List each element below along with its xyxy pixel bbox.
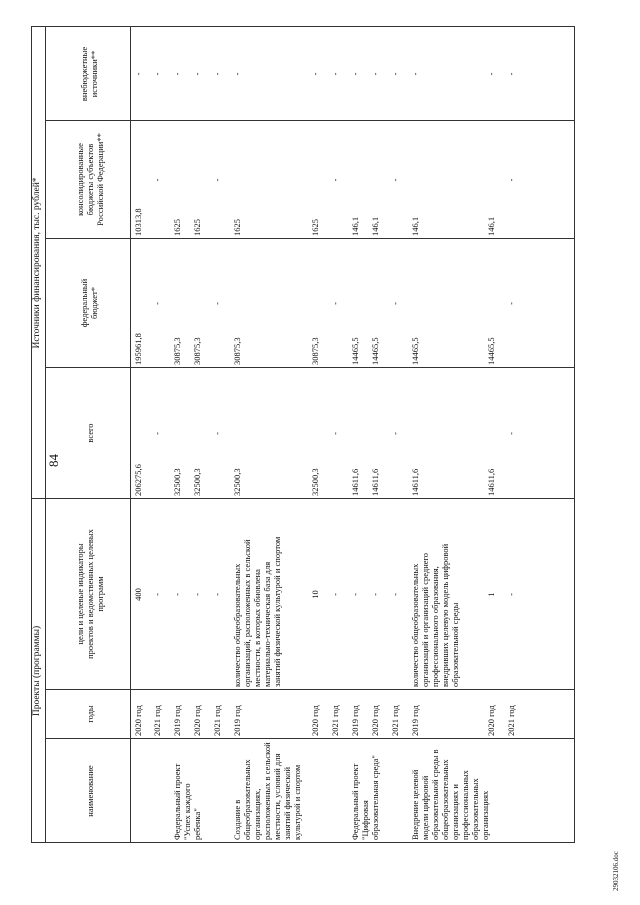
row-regional: 1625 — [310, 219, 320, 236]
row-extra: - — [212, 72, 222, 76]
row-goal: - — [172, 593, 182, 596]
row-extra: - — [192, 72, 202, 76]
row-year: 2020 год — [192, 705, 202, 736]
row-extra: - — [152, 72, 162, 76]
table-rule-vertical — [45, 689, 575, 690]
header-funding-group: Источники финансирования, тыс. рублей* — [32, 177, 42, 349]
row-goal: - — [390, 593, 400, 596]
table-rule-vertical — [45, 238, 575, 239]
table-rule-horizontal — [31, 27, 32, 843]
row-federal: 14465,5 — [370, 337, 380, 365]
row-federal: 14465,5 — [350, 337, 360, 365]
row-regional: 146,1 — [350, 216, 360, 236]
row-year: 2021 год — [390, 705, 400, 736]
row-extra: - — [410, 72, 420, 76]
document-filename: 29032106.doc — [612, 851, 620, 891]
row-goal: - — [330, 593, 340, 596]
row-regional: - — [390, 178, 400, 182]
row-regional: 146,1 — [370, 216, 380, 236]
row-goal: - — [212, 593, 222, 596]
row-total: 206275,6 — [133, 464, 143, 496]
row-year: 2021 год — [212, 705, 222, 736]
row-regional: 1625 — [232, 219, 242, 236]
row-federal: 30875,3 — [172, 337, 182, 365]
row-federal: - — [212, 302, 222, 305]
row-extra: - — [310, 72, 320, 76]
row-regional: 1625 — [172, 219, 182, 236]
row-regional: - — [212, 178, 222, 182]
row-total: 14611,6 — [370, 468, 380, 496]
row-federal: - — [152, 302, 162, 305]
funding-table — [31, 27, 575, 843]
row-federal: 195961,8 — [133, 333, 143, 365]
row-goal: - — [152, 593, 162, 596]
row-federal: 14465,5 — [410, 337, 420, 365]
row-extra: - — [350, 72, 360, 76]
row-total: - — [212, 432, 222, 435]
header-projects-group: Проекты (программы) — [32, 625, 42, 717]
row-year: 2020 год — [310, 705, 320, 736]
row-regional: 146,1 — [410, 216, 420, 236]
table-rule-vertical — [31, 26, 575, 27]
row-regional: - — [330, 178, 340, 182]
row-goal: 1 — [486, 592, 496, 597]
table-rule-vertical — [45, 120, 575, 121]
row-regional: 1625 — [192, 219, 202, 236]
row-regional: 146,1 — [486, 216, 496, 236]
row-total: 14611,6 — [350, 468, 360, 496]
row-total: - — [330, 432, 340, 435]
table-rule-horizontal — [45, 27, 46, 843]
row-federal: 30875,3 — [310, 337, 320, 365]
row-extra: - — [172, 72, 182, 76]
row-federal: - — [330, 302, 340, 305]
row-goal: количество общеобразовательных организаций, расположенных в сельской местности, в которых обновлена материально-техническая база для занятий физической культурой и спортом — [232, 536, 282, 687]
row-federal: 30875,3 — [232, 337, 242, 365]
row-federal: - — [506, 302, 516, 305]
row-total: 32500,3 — [172, 468, 182, 496]
table-rule-vertical — [31, 842, 575, 843]
row-extra: - — [370, 72, 380, 76]
row-goal: - — [192, 593, 202, 596]
row-regional: - — [506, 178, 516, 182]
row-name: Федеральный проект "Цифровая образовательная среда" — [350, 755, 380, 840]
row-total: - — [506, 432, 516, 435]
row-federal: - — [390, 302, 400, 305]
row-federal: 14465,5 — [486, 337, 496, 365]
row-total: 32500,3 — [310, 468, 320, 496]
row-total: - — [390, 432, 400, 435]
row-total: - — [152, 432, 162, 435]
header-years: годы — [85, 705, 95, 723]
header-federal: федеральный бюджет* — [79, 278, 99, 328]
table-rule-vertical — [45, 738, 575, 739]
row-goal: 10 — [310, 590, 320, 599]
row-federal: 30875,3 — [192, 337, 202, 365]
header-regional: консолидированные бюджеты субъектов Российской Федерации** — [75, 133, 105, 226]
header-total: всего — [85, 423, 95, 443]
row-goal: количество общеобразовательных организаций и организаций среднего профессионального образования, внедривших целевую модель цифровой образовательной среды — [410, 543, 460, 687]
row-year: 2020 год — [370, 705, 380, 736]
row-year: 2019 год — [410, 705, 420, 736]
row-goal: - — [350, 593, 360, 596]
table-rule-vertical — [31, 498, 575, 499]
row-goal: - — [370, 593, 380, 596]
row-total: 32500,3 — [192, 468, 202, 496]
row-year: 2021 год — [506, 705, 516, 736]
row-total: 14611,6 — [486, 468, 496, 496]
row-extra: - — [506, 72, 516, 76]
row-total: 32500,3 — [232, 468, 242, 496]
page-number: 84 — [46, 454, 61, 467]
row-year: 2021 год — [152, 705, 162, 736]
row-extra: - — [330, 72, 340, 76]
row-name: Внедрение целевой модели цифровой образовательной среды в общеобразовательных организациях и профессиональных образовательных организациях — [410, 749, 490, 840]
header-name: наименование — [85, 765, 95, 817]
row-regional: 10313,8 — [133, 208, 143, 236]
row-extra: - — [232, 72, 242, 76]
row-regional: - — [152, 178, 162, 182]
row-goal: - — [506, 593, 516, 596]
row-name: Создание в общеобразовательных организациях, расположенных в сельской местности, условий для занятий физической культурой и спортом — [232, 742, 302, 840]
row-goal: 400 — [133, 588, 143, 601]
header-extra: внебюджетные источники** — [79, 46, 99, 102]
row-year: 2019 год — [350, 705, 360, 736]
row-year: 2019 год — [232, 705, 242, 736]
row-year: 2021 год — [330, 705, 340, 736]
row-extra: - — [390, 72, 400, 76]
row-name: Федеральный проект "Успех каждого ребенка" — [172, 763, 202, 840]
table-rule-horizontal — [130, 27, 131, 843]
row-year: 2020 год — [133, 705, 143, 736]
row-total: 14611,6 — [410, 468, 420, 496]
row-year: 2019 год — [172, 705, 182, 736]
row-extra: - — [486, 72, 496, 76]
table-rule-vertical — [45, 367, 575, 368]
row-extra: - — [133, 72, 143, 76]
header-goals: цели и целевые индикаторы проектов и ведомственных целевых программ — [75, 529, 105, 659]
table-rule-horizontal — [574, 27, 575, 843]
row-year: 2020 год — [486, 705, 496, 736]
